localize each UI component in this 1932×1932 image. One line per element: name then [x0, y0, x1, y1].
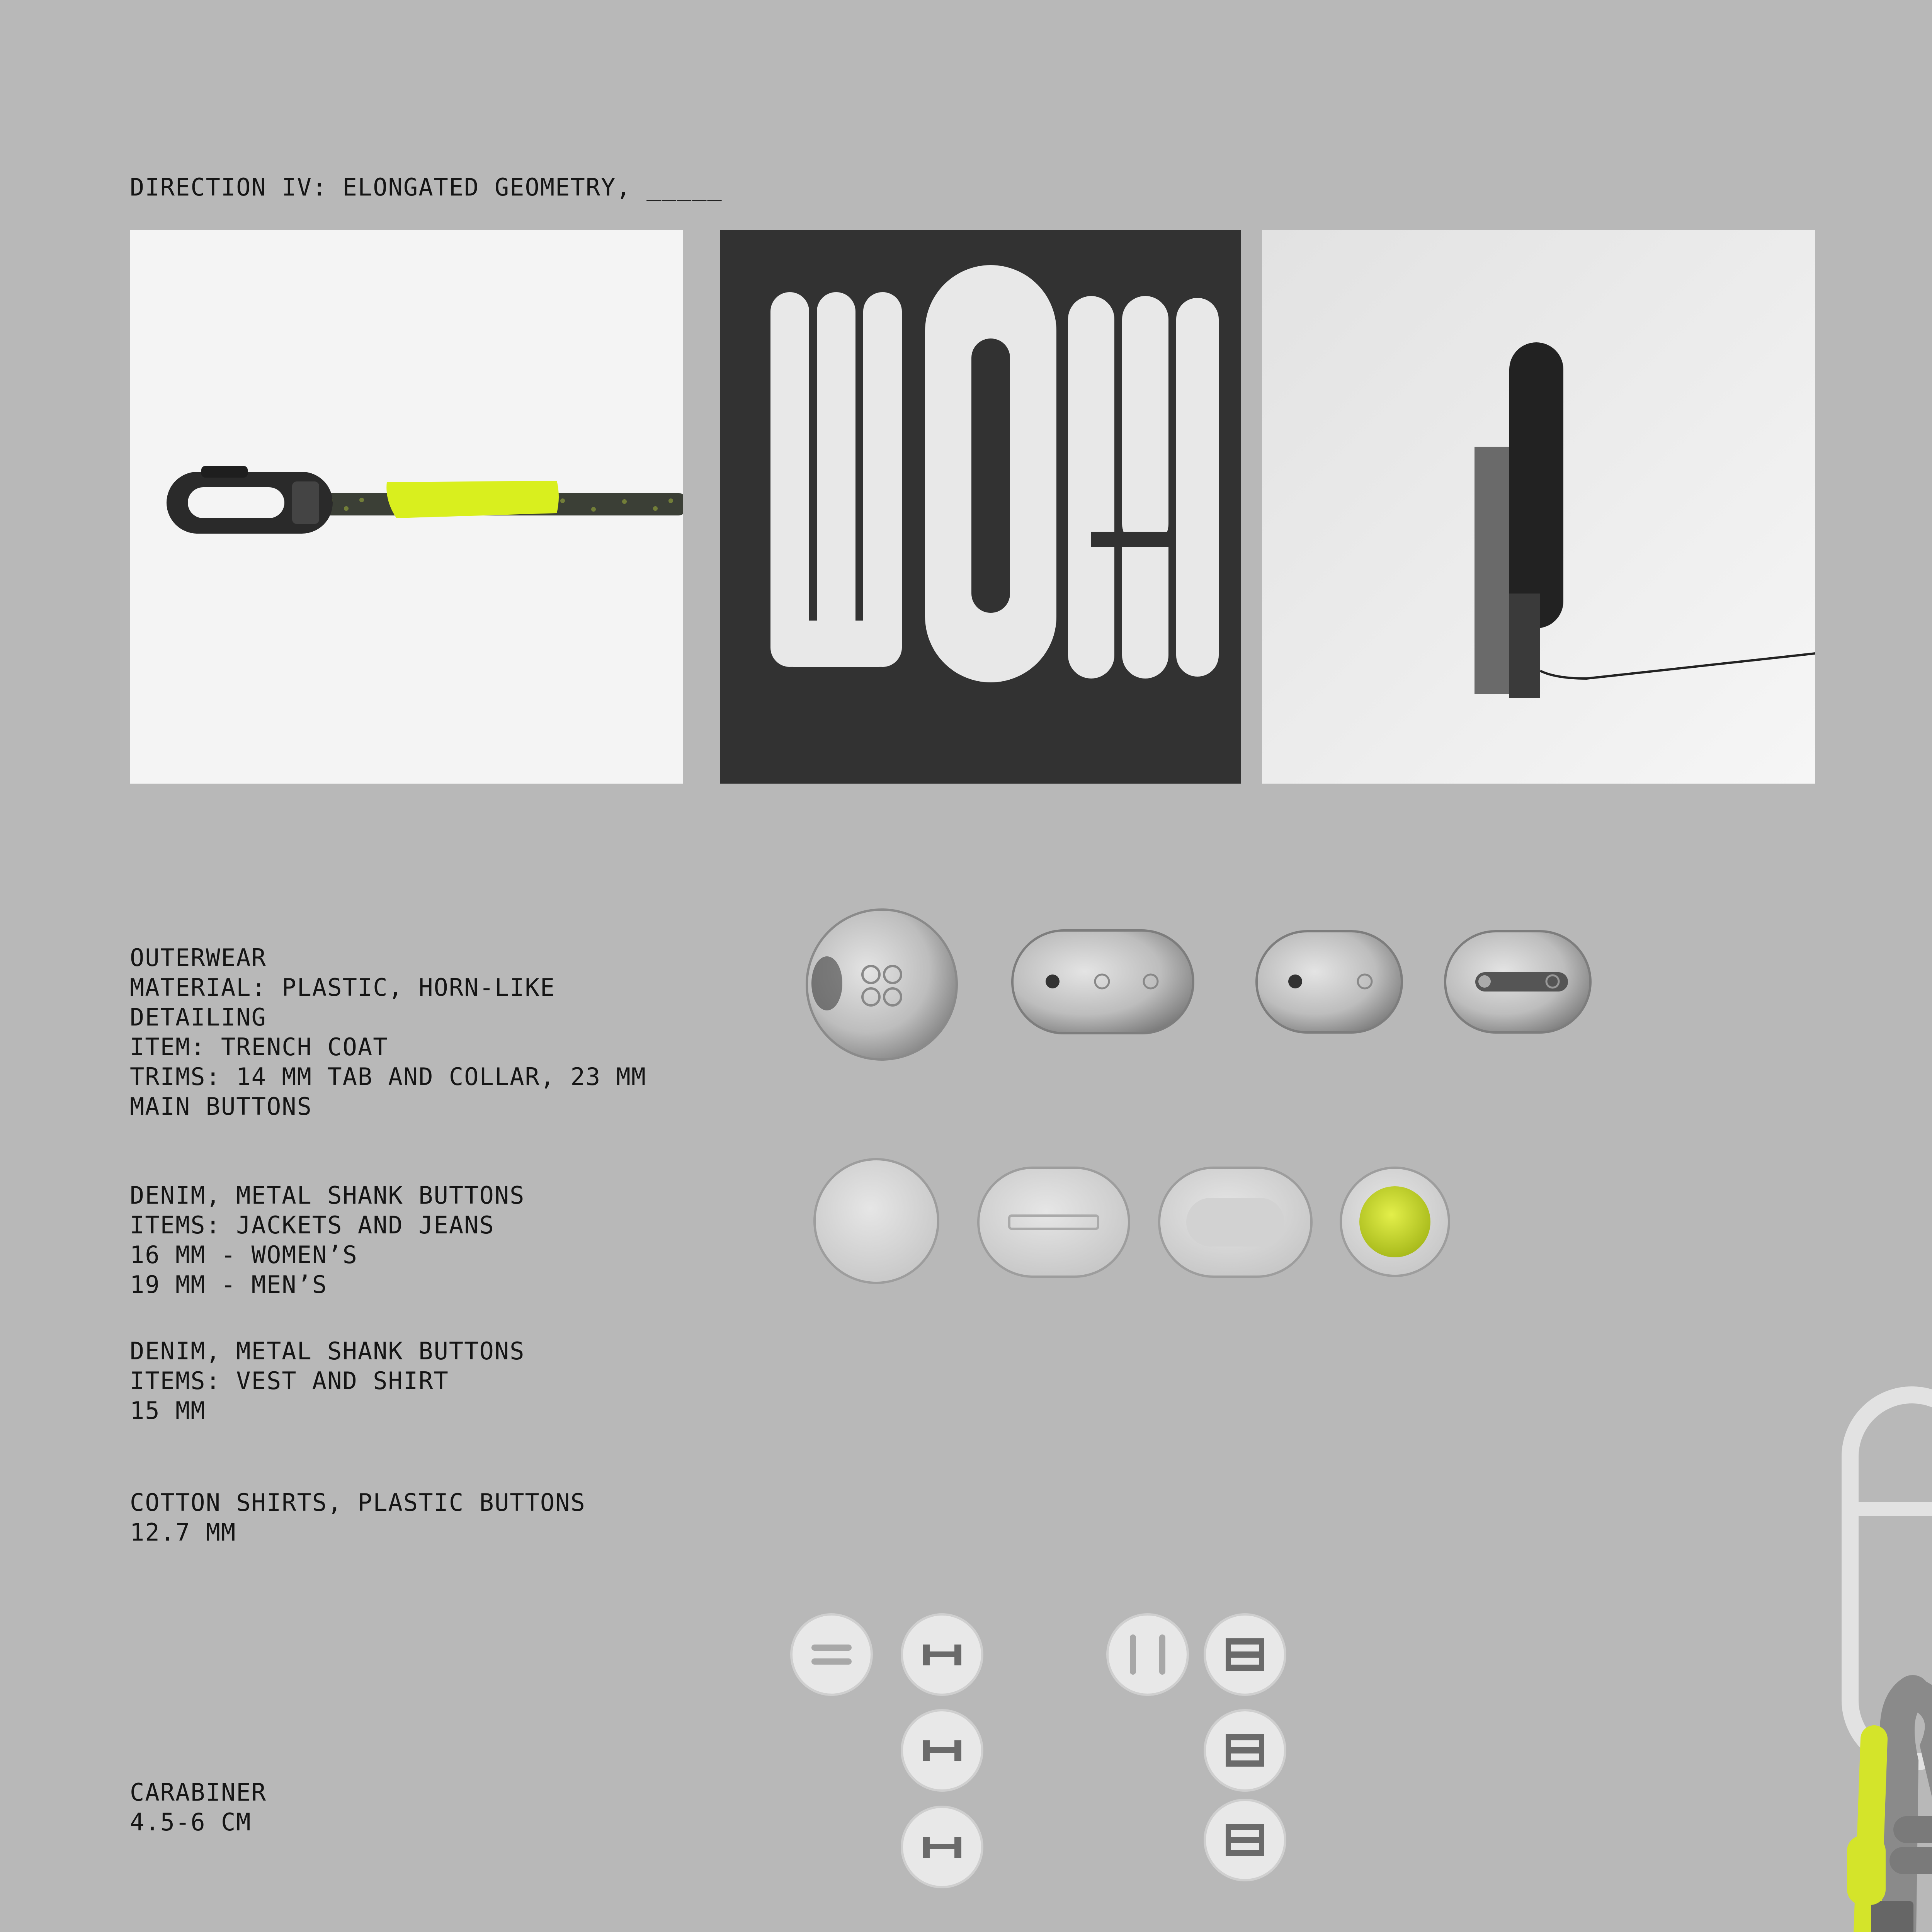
metal-button-icon — [1341, 1168, 1449, 1276]
spec-line: CARABINER — [130, 1778, 267, 1806]
spec-line: OUTERWEAR — [130, 944, 267, 972]
shirt-button-icon — [1107, 1614, 1188, 1695]
spec-line: ITEM: TRENCH COAT — [130, 1033, 388, 1061]
spec-line: 19 MM - MEN’S — [130, 1270, 328, 1299]
spec-line: DENIM, METAL SHANK BUTTONS — [130, 1337, 525, 1365]
spec-line: ITEMS: JACKETS AND JEANS — [130, 1211, 495, 1239]
spec-line: 16 MM - WOMEN’S — [130, 1241, 358, 1269]
keychain-icon — [1793, 1395, 1932, 1932]
horn-button-icon — [1012, 930, 1193, 1033]
metal-button-icon — [815, 1159, 938, 1283]
spec-line: ITEMS: VEST AND SHIRT — [130, 1367, 449, 1395]
metal-button-icon — [1159, 1168, 1311, 1277]
spec-line: 12.7 MM — [130, 1518, 236, 1546]
direction-title: DIRECTION IV: ELONGATED GEOMETRY, _____ — [130, 173, 723, 201]
shirt-button-icon — [902, 1614, 982, 1887]
spec-line: DETAILING — [130, 1003, 267, 1031]
shirt-button-icon — [1205, 1614, 1285, 1880]
horn-button-icon — [1257, 931, 1402, 1032]
shirt-button-icon — [791, 1614, 872, 1695]
spec-line: MATERIAL: PLASTIC, HORN-LIKE — [130, 973, 556, 1002]
horn-button-icon — [807, 910, 957, 1060]
spec-line: TRIMS: 14 MM TAB AND COLLAR, 23 MM — [130, 1063, 647, 1091]
spec-line: DENIM, METAL SHANK BUTTONS — [130, 1181, 525, 1209]
horn-button-icon — [1445, 931, 1590, 1032]
spec-line: MAIN BUTTONS — [130, 1092, 312, 1121]
spec-line: 15 MM — [130, 1396, 206, 1425]
metal-button-icon — [978, 1168, 1129, 1277]
spec-line: COTTON SHIRTS, PLASTIC BUTTONS — [130, 1488, 586, 1517]
spec-line: 4.5-6 CM — [130, 1808, 252, 1836]
